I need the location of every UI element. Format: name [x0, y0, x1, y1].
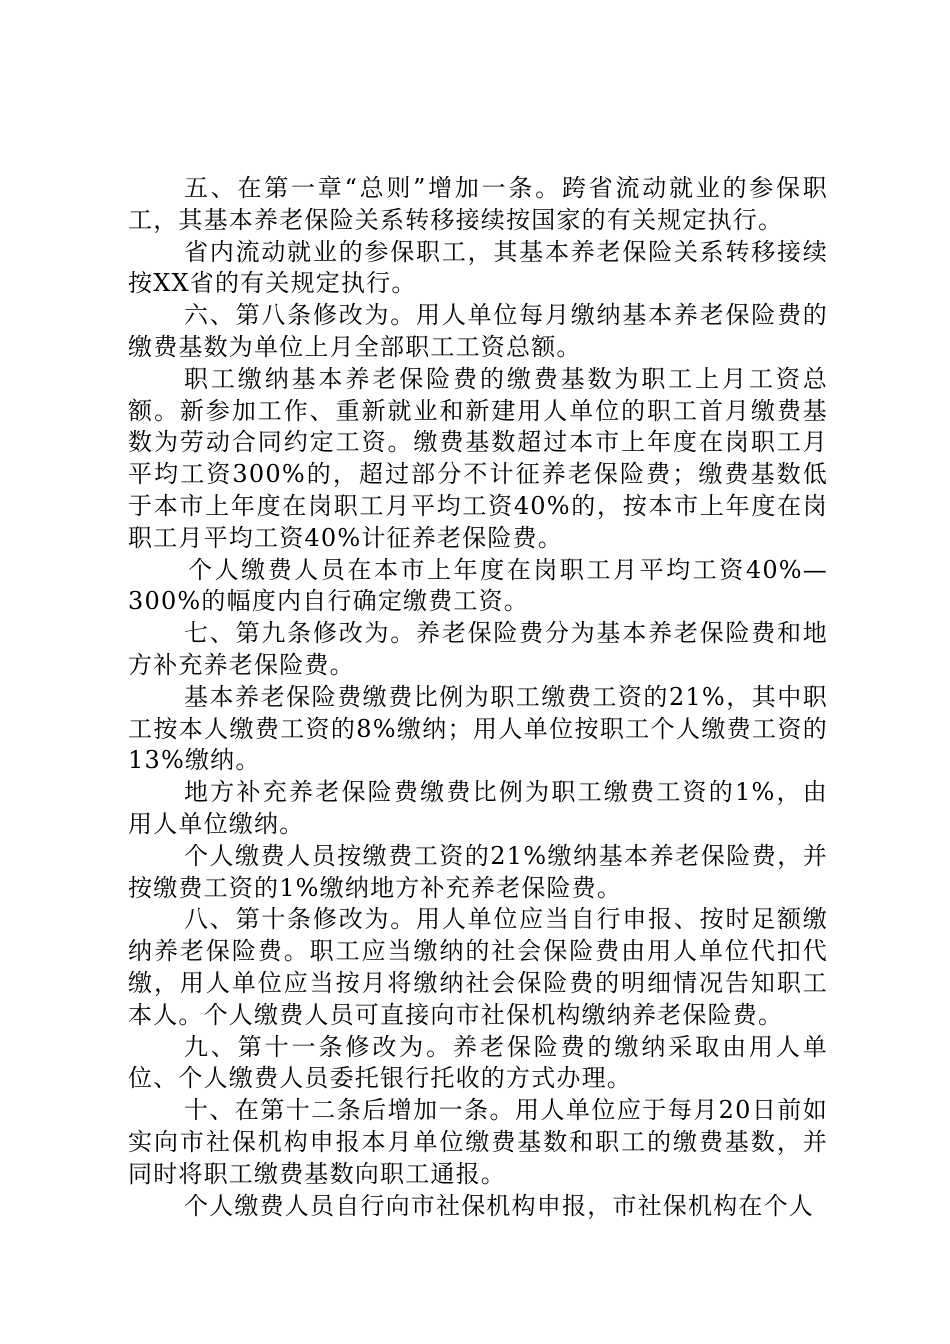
paragraph-5: 个人缴费人员在本市上年度在岗职工月平均工资40%—300%的幅度内自行确定缴费工资。: [128, 555, 828, 616]
paragraph-6: 七、第九条修改为。养老保险费分为基本养老保险费和地方补充养老保险费。: [128, 619, 828, 679]
document-body: [128, 173, 828, 1222]
paragraph-4: 职工缴纳基本养老保险费的缴费基数为职工上月工资总额。新参加工作、重新就业和新建用人单位的职工首月缴费基数为劳动合同约定工资。缴费基数超过本市上年度在岗职工月平均工资300%的，超过部分不计征养老保险费；缴费基数低于本市上年度在岗职工月平均工资40%的，按本市上年度在岗职工月平均工资40%计征养老保险费。: [128, 364, 828, 552]
paragraph-12: 十、在第十二条后增加一条。用人单位应于每月20日前如实向市社保机构申报本月单位缴费基数和职工的缴费基数，并同时将职工缴费基数向职工通报。: [128, 1096, 828, 1188]
paragraph-8: 地方补充养老保险费缴费比例为职工缴费工资的1%，由用人单位缴纳。: [128, 778, 828, 838]
paragraph-10: 八、第十条修改为。用人单位应当自行申报、按时足额缴纳养老保险费。职工应当缴纳的社会保险费由用人单位代扣代缴，用人单位应当按月将缴纳社会保险费的明细情况告知职工本人。个人缴费人员可直接向市社保机构缴纳养老保险费。: [128, 905, 828, 1029]
paragraph-3: 六、第八条修改为。用人单位每月缴纳基本养老保险费的缴费基数为单位上月全部职工工资总额。: [128, 301, 828, 361]
paragraph-9: 个人缴费人员按缴费工资的21%缴纳基本养老保险费，并按缴费工资的1%缴纳地方补充养老保险费。: [128, 841, 828, 902]
paragraph-7: 基本养老保险费缴费比例为职工缴费工资的21%，其中职工按本人缴费工资的8%缴纳；用人单位按职工个人缴费工资的13%缴纳。: [128, 682, 828, 775]
paragraph-1: 五、在第一章“总则”增加一条。跨省流动就业的参保职工，其基本养老保险关系转移接续按国家的有关规定执行。: [128, 174, 828, 234]
paragraph-13: 个人缴费人员自行向市社保机构申报，市社保机构在个人: [184, 1191, 814, 1220]
paragraph-11: 九、第十一条修改为。养老保险费的缴纳采取由用人单位、个人缴费人员委托银行托收的方式办理。: [128, 1032, 828, 1093]
paragraph-2: 省内流动就业的参保职工，其基本养老保险关系转移接续按XX省的有关规定执行。: [128, 237, 828, 298]
